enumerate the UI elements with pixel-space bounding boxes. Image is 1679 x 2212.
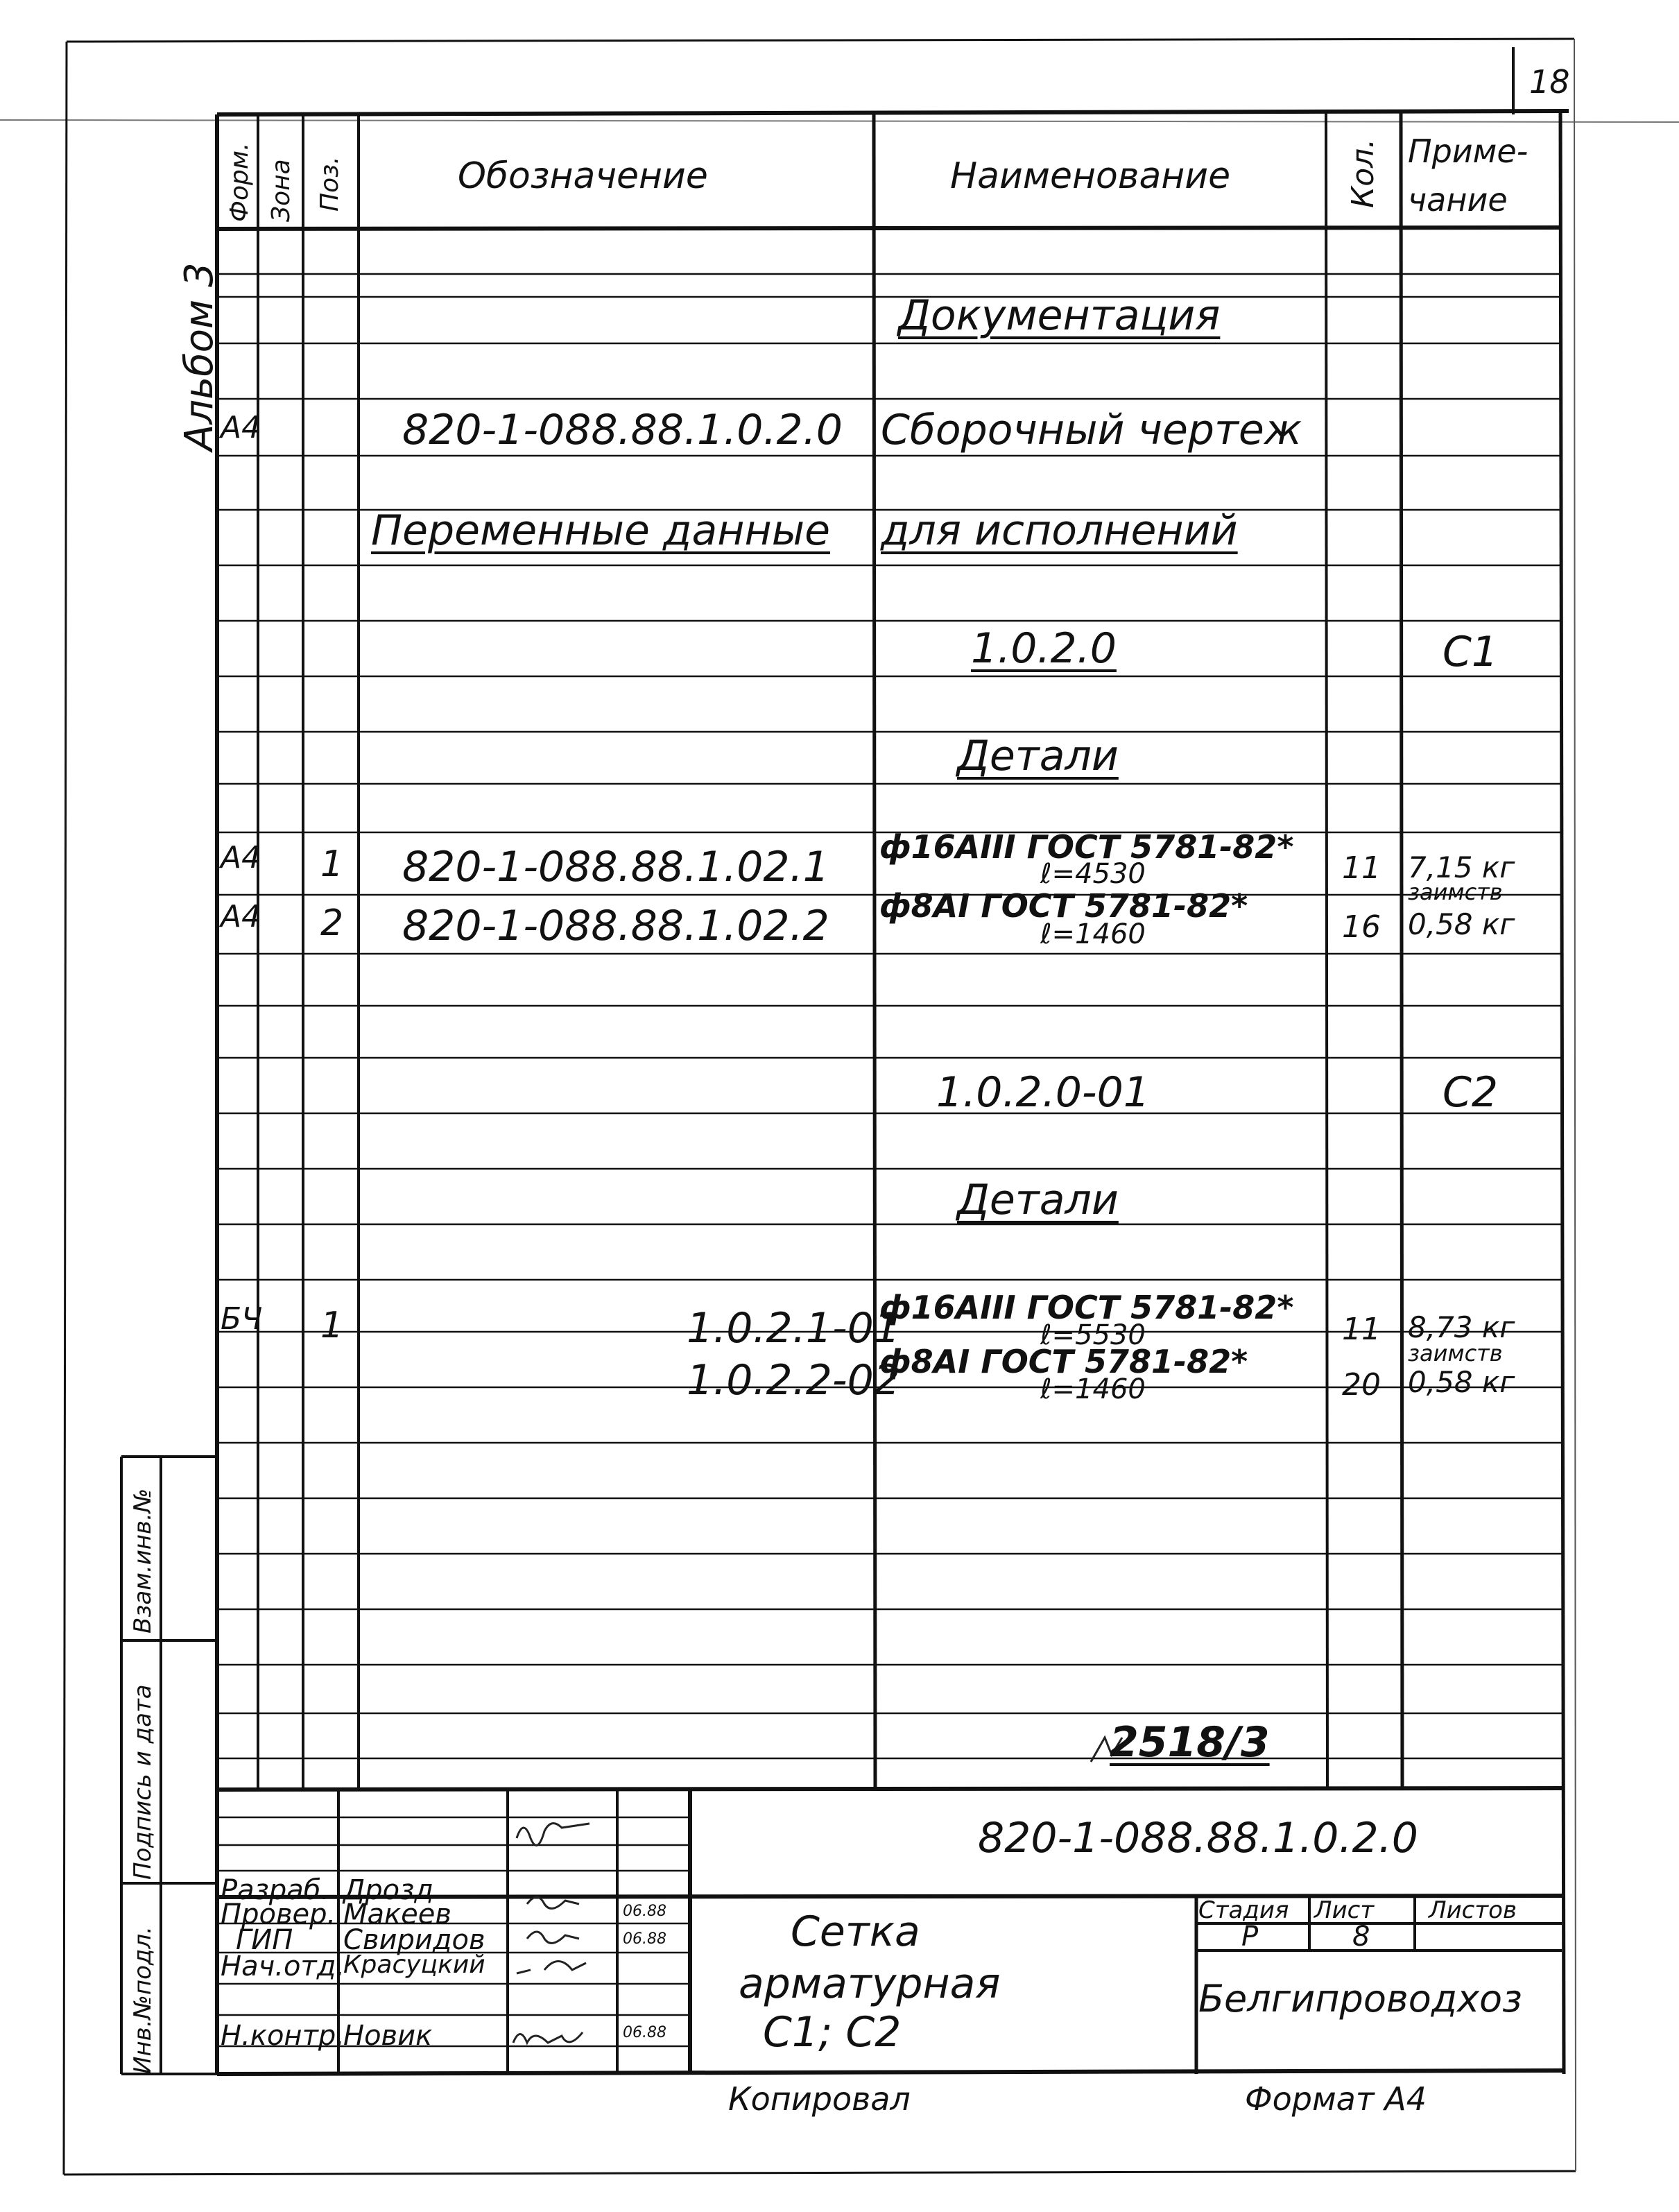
header-name: Наименование: [950, 155, 1231, 197]
r3-length: ℓ=5530: [1040, 1319, 1146, 1351]
r4-name: ф8АI ГОСТ 5781-82*: [879, 1343, 1248, 1380]
r2-qty: 16: [1342, 909, 1381, 945]
side-stamp-sign-date: Подпись и дата: [129, 1684, 157, 1880]
r1-code: 820-1-088.88.1.02.1: [402, 843, 829, 891]
section-variable-data: Переменные данные: [371, 506, 831, 555]
row-assembly-name: Сборочный чертеж: [881, 406, 1302, 454]
role-chief-engineer: ГИП: [236, 1924, 293, 1956]
r3-code: 1.0.2.1-01: [687, 1304, 900, 1353]
r3-qty: 11: [1342, 1312, 1381, 1347]
role-checker: Провер.: [221, 1898, 336, 1930]
header-designation: Обозначение: [458, 155, 708, 197]
role-developer: Разраб.: [221, 1874, 330, 1906]
date-3: 06.88: [623, 2024, 666, 2041]
r1-pos: 1: [320, 843, 344, 885]
name-drozd: Дрозд: [343, 1874, 434, 1906]
role-dept-head: Нач.отд.: [221, 1950, 345, 1982]
archive-stamp-number: 2518/3: [1110, 1718, 1270, 1767]
r4-length: ℓ=1460: [1040, 1373, 1146, 1405]
r1-form: А4: [221, 840, 261, 875]
r3-form: БЧ: [221, 1301, 263, 1337]
r2-code: 820-1-088.88.1.02.2: [402, 902, 829, 950]
header-zone: Зона: [267, 159, 295, 222]
sheet-label: Лист: [1314, 1896, 1375, 1924]
section-details-2: Детали: [957, 1176, 1119, 1224]
section-for-variants: для исполнений: [881, 506, 1238, 555]
header-form: Форм.: [225, 142, 254, 222]
header-note-2: чание: [1408, 181, 1508, 218]
side-stamp-vzam-inv: Взам.инв.№: [129, 1488, 157, 1634]
r3-name: ф16АIII ГОСТ 5781-82*: [879, 1289, 1294, 1326]
r4-note-borrowed: заимств: [1408, 1340, 1503, 1366]
name-makeev: Макеев: [343, 1898, 451, 1930]
r2-form: А4: [221, 899, 261, 934]
name-novik: Новик: [343, 2020, 433, 2052]
r4-note: 0,58 кг: [1408, 1365, 1515, 1399]
variant1-note: С1: [1443, 628, 1499, 676]
stage-label: Стадия: [1198, 1896, 1289, 1924]
section-documentation: Документация: [898, 291, 1221, 340]
r4-code: 1.0.2.2-02: [687, 1356, 900, 1405]
role-norm-control: Н.контр.: [221, 2020, 345, 2052]
r1-name: ф16АIII ГОСТ 5781-82*: [879, 828, 1294, 866]
title-line-1: Сетка: [791, 1907, 920, 1956]
title-doc-code: 820-1-088.88.1.0.2.0: [978, 1814, 1418, 1862]
r2-name: ф8АI ГОСТ 5781-82*: [879, 887, 1248, 925]
header-note-1: Приме-: [1408, 132, 1529, 170]
row-assembly-code: 820-1-088.88.1.0.2.0: [402, 406, 843, 454]
organization: Белгипроводхоз: [1198, 1977, 1522, 2021]
r1-length: ℓ=4530: [1040, 858, 1146, 890]
header-qty: Кол.: [1345, 138, 1381, 208]
sheets-label: Листов: [1429, 1896, 1517, 1924]
section-details-1: Детали: [957, 732, 1119, 780]
sheet-value: 8: [1352, 1921, 1370, 1953]
r4-qty: 20: [1342, 1367, 1381, 1403]
side-stamp-inv-orig: Инв.№подл.: [129, 1926, 157, 2074]
footer-format: Формат А4: [1245, 2080, 1427, 2118]
r2-length: ℓ=1460: [1040, 918, 1146, 950]
date-2: 06.88: [623, 1930, 666, 1948]
name-sviridov: Свиридов: [343, 1924, 485, 1956]
stage-value: Р: [1241, 1921, 1259, 1953]
title-line-3: С1; С2: [763, 2008, 902, 2057]
variant2-code: 1.0.2.0-01: [936, 1068, 1150, 1117]
r3-pos: 1: [320, 1305, 344, 1346]
page-number: 18: [1529, 63, 1570, 101]
r3-note: 8,73 кг: [1408, 1310, 1515, 1344]
r1-note: 7,15 кг: [1408, 850, 1515, 884]
r2-note: 0,58 кг: [1408, 907, 1515, 941]
album-label: Альбом 3: [177, 262, 222, 451]
variant1-code: 1.0.2.0: [971, 624, 1117, 673]
date-1: 06.88: [623, 1903, 666, 1920]
name-krasutsky: Красуцкий: [343, 1950, 485, 1979]
r1-qty: 11: [1342, 850, 1381, 886]
footer-copied: Копировал: [728, 2080, 911, 2118]
title-line-2: арматурная: [739, 1960, 1001, 2008]
row-assembly-form: А4: [221, 410, 261, 445]
r2-note-borrowed: заимств: [1408, 879, 1503, 905]
header-pos: Поз.: [316, 156, 344, 212]
r2-pos: 2: [320, 902, 344, 944]
variant2-note: С2: [1443, 1068, 1499, 1117]
